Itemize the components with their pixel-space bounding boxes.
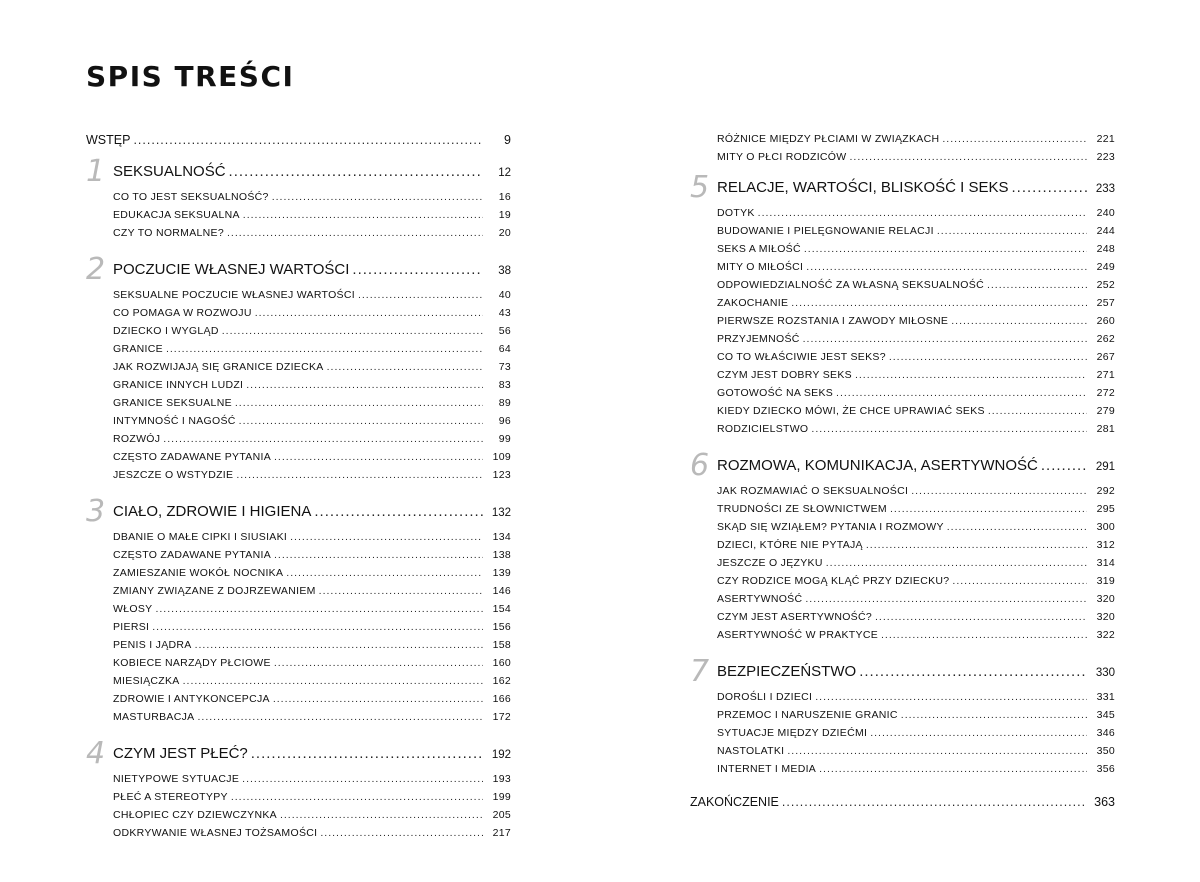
dot-leader bbox=[243, 209, 483, 221]
toc-entry[interactable] bbox=[86, 711, 511, 729]
entry-label: CZY RODZICE MOGĄ KLĄĆ PRZY DZIECKU? bbox=[717, 575, 950, 587]
entry-label: CZĘSTO ZADAWANE PYTANIA bbox=[113, 549, 272, 561]
toc-entry[interactable] bbox=[690, 151, 1115, 169]
toc-entry[interactable] bbox=[86, 325, 511, 343]
entry-label: SEKS A MIŁOŚĆ bbox=[717, 243, 801, 255]
chapter-number: 2 bbox=[86, 252, 106, 287]
toc-entry[interactable] bbox=[86, 451, 511, 469]
dot-leader bbox=[166, 343, 483, 355]
dot-leader bbox=[826, 557, 1087, 569]
dot-leader bbox=[881, 629, 1087, 641]
dot-leader bbox=[859, 663, 1087, 680]
page-number: 199 bbox=[492, 791, 511, 803]
toc-entry[interactable] bbox=[86, 603, 511, 621]
entry-label: DOTYK bbox=[717, 207, 755, 219]
entry-label: JESZCZE O WSTYDZIE bbox=[113, 469, 234, 481]
entry-label: CO TO JEST SEKSUALNOŚĆ? bbox=[113, 191, 269, 203]
toc-entry[interactable] bbox=[86, 227, 511, 245]
page-number: 166 bbox=[492, 693, 511, 705]
toc-entry[interactable] bbox=[86, 567, 511, 585]
dot-leader bbox=[358, 289, 483, 301]
page-number: 205 bbox=[492, 809, 511, 821]
entry-label: ASERTYWNOŚĆ W PRAKTYCE bbox=[717, 629, 879, 641]
page-number: 272 bbox=[1096, 387, 1115, 399]
dot-leader bbox=[988, 405, 1087, 417]
toc-entry[interactable] bbox=[690, 297, 1115, 315]
dot-leader bbox=[815, 691, 1087, 703]
dot-leader bbox=[803, 333, 1087, 345]
toc-entry[interactable] bbox=[690, 763, 1115, 781]
toc-entry[interactable] bbox=[690, 539, 1115, 557]
page-number: 172 bbox=[492, 711, 511, 723]
toc-entry[interactable] bbox=[86, 433, 511, 451]
dot-leader bbox=[231, 791, 483, 803]
dot-leader bbox=[280, 809, 483, 821]
entry-label: CZĘSTO ZADAWANE PYTANIA bbox=[113, 451, 272, 463]
page-number: 244 bbox=[1096, 225, 1115, 237]
toc-entry[interactable] bbox=[690, 279, 1115, 297]
dot-leader bbox=[952, 575, 1087, 587]
entry-label: DZIECI, KTÓRE NIE PYTAJĄ bbox=[717, 539, 863, 551]
dot-leader bbox=[246, 379, 483, 391]
toc-outro[interactable] bbox=[690, 795, 1115, 815]
toc-entry[interactable] bbox=[86, 379, 511, 397]
page-number: 20 bbox=[498, 227, 511, 239]
chapter-number: 7 bbox=[690, 654, 710, 689]
toc-entry[interactable] bbox=[86, 289, 511, 307]
page-number: 292 bbox=[1096, 485, 1115, 497]
page-number: 40 bbox=[498, 289, 511, 301]
dot-leader bbox=[911, 485, 1087, 497]
chapter-number: 4 bbox=[86, 736, 106, 771]
toc-entry[interactable] bbox=[86, 827, 511, 845]
entry-label: MIESIĄCZKA bbox=[113, 675, 180, 687]
toc-entry[interactable] bbox=[86, 531, 511, 549]
toc-entry[interactable] bbox=[86, 675, 511, 693]
dot-leader bbox=[274, 549, 483, 561]
dot-leader bbox=[227, 227, 483, 239]
entry-label: CZY TO NORMALNE? bbox=[113, 227, 224, 239]
page-number: 154 bbox=[492, 603, 511, 615]
entry-label: CO POMAGA W ROZWOJU bbox=[113, 307, 252, 319]
toc-entry[interactable] bbox=[86, 415, 511, 433]
dot-leader bbox=[155, 603, 483, 615]
toc-intro[interactable] bbox=[86, 133, 511, 153]
page-number: 233 bbox=[1095, 183, 1115, 195]
page-number: 330 bbox=[1095, 667, 1115, 679]
page-number: 346 bbox=[1096, 727, 1115, 739]
dot-leader bbox=[901, 709, 1087, 721]
entry-label: JAK ROZMAWIAĆ O SEKSUALNOŚCI bbox=[717, 485, 909, 497]
entry-label: DZIECKO I WYGLĄD bbox=[113, 325, 219, 337]
toc-entry[interactable] bbox=[86, 307, 511, 325]
page-number: 350 bbox=[1096, 745, 1115, 757]
entry-label: ASERTYWNOŚĆ bbox=[717, 593, 803, 605]
entry-label: DOROŚLI I DZIECI bbox=[717, 691, 813, 703]
page-number: 83 bbox=[498, 379, 511, 391]
toc-entry[interactable] bbox=[86, 191, 511, 209]
dot-leader bbox=[1011, 179, 1087, 196]
entry-label: CHŁOPIEC CZY DZIEWCZYNKA bbox=[113, 809, 277, 821]
toc-entry[interactable] bbox=[690, 387, 1115, 405]
toc-entry[interactable] bbox=[86, 361, 511, 379]
entry-label: POCZUCIE WŁASNEJ WARTOŚCI bbox=[113, 261, 350, 278]
page-number: 248 bbox=[1096, 243, 1115, 255]
toc-entry[interactable] bbox=[690, 333, 1115, 351]
toc-entry[interactable] bbox=[86, 657, 511, 675]
toc-entry[interactable] bbox=[86, 809, 511, 827]
dot-leader bbox=[782, 795, 1087, 809]
toc-entry[interactable] bbox=[86, 693, 511, 711]
entry-label: ROZWÓJ bbox=[113, 433, 161, 445]
toc-entry[interactable] bbox=[86, 773, 511, 791]
entry-label: PIERSI bbox=[113, 621, 150, 633]
page-number: 223 bbox=[1096, 151, 1115, 163]
dot-leader bbox=[836, 387, 1087, 399]
entry-label: CZYM JEST ASERTYWNOŚĆ? bbox=[717, 611, 872, 623]
page-number: 300 bbox=[1096, 521, 1115, 533]
dot-leader bbox=[870, 727, 1087, 739]
entry-label: NIETYPOWE SYTUACJE bbox=[113, 773, 240, 785]
page-number: 158 bbox=[492, 639, 511, 651]
page-title: SPIS TREŚCI bbox=[86, 60, 295, 93]
chapter-heading[interactable] bbox=[86, 154, 511, 189]
page-number: 16 bbox=[498, 191, 511, 203]
dot-leader bbox=[236, 469, 483, 481]
toc-entry[interactable] bbox=[690, 207, 1115, 225]
entry-label: MITY O MIŁOŚCI bbox=[717, 261, 804, 273]
entry-label: SYTUACJE MIĘDZY DZIEĆMI bbox=[717, 727, 868, 739]
dot-leader bbox=[806, 261, 1087, 273]
entry-label: INTERNET I MEDIA bbox=[717, 763, 817, 775]
page-number: 99 bbox=[498, 433, 511, 445]
entry-label: RÓŻNICE MIĘDZY PŁCIAMI W ZWIĄZKACH bbox=[717, 133, 940, 145]
page-number: 279 bbox=[1096, 405, 1115, 417]
toc-entry[interactable] bbox=[690, 225, 1115, 243]
dot-leader bbox=[152, 621, 483, 633]
toc-entry[interactable] bbox=[690, 709, 1115, 727]
page-number: 12 bbox=[498, 167, 511, 179]
entry-label: BUDOWANIE I PIELĘGNOWANIE RELACJI bbox=[717, 225, 934, 237]
page-number: 322 bbox=[1096, 629, 1115, 641]
dot-leader bbox=[273, 693, 483, 705]
toc-entry[interactable] bbox=[86, 585, 511, 603]
dot-leader bbox=[987, 279, 1087, 291]
chapter-number: 1 bbox=[86, 154, 106, 189]
toc-entry[interactable] bbox=[86, 209, 511, 227]
dot-leader bbox=[274, 657, 483, 669]
toc-entry[interactable] bbox=[690, 727, 1115, 745]
dot-leader bbox=[942, 133, 1087, 145]
dot-leader bbox=[811, 423, 1087, 435]
dot-leader bbox=[787, 745, 1087, 757]
page-number: 291 bbox=[1095, 461, 1115, 473]
toc-entry[interactable] bbox=[86, 639, 511, 657]
entry-label: PIERWSZE ROZSTANIA I ZAWODY MIŁOSNE bbox=[717, 315, 949, 327]
page-number: 109 bbox=[492, 451, 511, 463]
entry-label: CO TO WŁAŚCIWIE JEST SEKS? bbox=[717, 351, 886, 363]
dot-leader bbox=[320, 827, 483, 839]
dot-leader bbox=[889, 351, 1087, 363]
page-number: 267 bbox=[1096, 351, 1115, 363]
page-number: 123 bbox=[492, 469, 511, 481]
dot-leader bbox=[242, 773, 483, 785]
entry-label: ROZMOWA, KOMUNIKACJA, ASERTYWNOŚĆ bbox=[717, 457, 1038, 474]
entry-label: ZDROWIE I ANTYKONCEPCJA bbox=[113, 693, 270, 705]
page-number: 19 bbox=[498, 209, 511, 221]
page-number: 319 bbox=[1096, 575, 1115, 587]
chapter-heading[interactable] bbox=[690, 654, 1115, 689]
entry-label: BEZPIECZEŃSTWO bbox=[717, 663, 857, 680]
page-number: 356 bbox=[1096, 763, 1115, 775]
page-number: 217 bbox=[492, 827, 511, 839]
page-number: 249 bbox=[1096, 261, 1115, 273]
dot-leader bbox=[239, 415, 483, 427]
dot-leader bbox=[937, 225, 1087, 237]
entry-label: KOBIECE NARZĄDY PŁCIOWE bbox=[113, 657, 271, 669]
dot-leader bbox=[327, 361, 483, 373]
chapter-number: 3 bbox=[86, 494, 106, 529]
page-number: 271 bbox=[1096, 369, 1115, 381]
entry-label: RODZICIELSTWO bbox=[717, 423, 809, 435]
toc-entry[interactable] bbox=[86, 791, 511, 809]
toc-entry[interactable] bbox=[690, 503, 1115, 521]
page-number: 262 bbox=[1096, 333, 1115, 345]
entry-label: SEKSUALNE POCZUCIE WŁASNEJ WARTOŚCI bbox=[113, 289, 355, 301]
dot-leader bbox=[195, 639, 483, 651]
entry-label: MITY O PŁCI RODZICÓW bbox=[717, 151, 847, 163]
toc-entry[interactable] bbox=[690, 133, 1115, 151]
toc-entry[interactable] bbox=[690, 691, 1115, 709]
page-number: 320 bbox=[1096, 593, 1115, 605]
toc-entry[interactable] bbox=[690, 611, 1115, 629]
dot-leader bbox=[819, 763, 1087, 775]
page-number: 56 bbox=[498, 325, 511, 337]
page-number: 89 bbox=[498, 397, 511, 409]
dot-leader bbox=[1041, 457, 1087, 474]
entry-label: EDUKACJA SEKSUALNA bbox=[113, 209, 240, 221]
page-number: 193 bbox=[492, 773, 511, 785]
entry-label: ZAKOCHANIE bbox=[717, 297, 789, 309]
chapter-heading[interactable] bbox=[690, 170, 1115, 205]
toc-entry[interactable] bbox=[690, 745, 1115, 763]
page-number: 132 bbox=[491, 507, 511, 519]
entry-label: CZYM JEST PŁEĆ? bbox=[113, 745, 248, 762]
toc-entry[interactable] bbox=[690, 593, 1115, 611]
toc-entry[interactable] bbox=[86, 621, 511, 639]
dot-leader bbox=[163, 433, 483, 445]
dot-leader bbox=[183, 675, 483, 687]
entry-label: DBANIE O MAŁE CIPKI I SIUSIAKI bbox=[113, 531, 288, 543]
chapter-number: 5 bbox=[690, 170, 710, 205]
entry-label: GRANICE SEKSUALNE bbox=[113, 397, 232, 409]
page-number: 160 bbox=[492, 657, 511, 669]
dot-leader bbox=[255, 307, 483, 319]
toc-column-right bbox=[690, 133, 1115, 815]
entry-label: KIEDY DZIECKO MÓWI, ŻE CHCE UPRAWIAĆ SEKS bbox=[717, 405, 985, 417]
page-number: 314 bbox=[1096, 557, 1115, 569]
toc-entry[interactable] bbox=[86, 469, 511, 487]
dot-leader bbox=[352, 261, 483, 278]
dot-leader bbox=[251, 745, 483, 762]
entry-label: PRZEMOC I NARUSZENIE GRANIC bbox=[717, 709, 898, 721]
page-number: 43 bbox=[498, 307, 511, 319]
entry-label: ZAKOŃCZENIE bbox=[690, 795, 779, 809]
toc-entry[interactable] bbox=[690, 405, 1115, 423]
dot-leader bbox=[222, 325, 483, 337]
dot-leader bbox=[758, 207, 1087, 219]
entry-label: SEKSUALNOŚĆ bbox=[113, 163, 226, 180]
entry-label: JESZCZE O JĘZYKU bbox=[717, 557, 823, 569]
chapter-number: 6 bbox=[690, 448, 710, 483]
page-number: 240 bbox=[1096, 207, 1115, 219]
page-number: 73 bbox=[498, 361, 511, 373]
entry-label: SKĄD SIĘ WZIĄŁEM? PYTANIA I ROZMOWY bbox=[717, 521, 944, 533]
entry-label: PRZYJEMNOŚĆ bbox=[717, 333, 800, 345]
toc-entry[interactable] bbox=[690, 423, 1115, 441]
entry-label: CZYM JEST DOBRY SEKS bbox=[717, 369, 852, 381]
dot-leader bbox=[947, 521, 1087, 533]
entry-label: GRANICE INNYCH LUDZI bbox=[113, 379, 244, 391]
page-number: 96 bbox=[498, 415, 511, 427]
dot-leader bbox=[791, 297, 1087, 309]
page-number: 139 bbox=[492, 567, 511, 579]
page-number: 281 bbox=[1096, 423, 1115, 435]
toc-entry[interactable] bbox=[690, 351, 1115, 369]
entry-label: RELACJE, WARTOŚCI, BLISKOŚĆ I SEKS bbox=[717, 179, 1009, 196]
chapter-heading[interactable] bbox=[86, 252, 511, 287]
page-number: 257 bbox=[1096, 297, 1115, 309]
toc-entry[interactable] bbox=[690, 557, 1115, 575]
page-number: 9 bbox=[504, 133, 511, 147]
dot-leader bbox=[314, 503, 483, 520]
entry-label: JAK ROZWIJAJĄ SIĘ GRANICE DZIECKA bbox=[113, 361, 324, 373]
dot-leader bbox=[875, 611, 1087, 623]
entry-label: PENIS I JĄDRA bbox=[113, 639, 192, 651]
entry-label: MASTURBACJA bbox=[113, 711, 195, 723]
dot-leader bbox=[855, 369, 1087, 381]
entry-label: PŁEĆ A STEREOTYPY bbox=[113, 791, 228, 803]
entry-label: CIAŁO, ZDROWIE I HIGIENA bbox=[113, 503, 312, 520]
toc-entry[interactable] bbox=[86, 549, 511, 567]
toc-entry[interactable] bbox=[690, 243, 1115, 261]
dot-leader bbox=[272, 191, 483, 203]
toc-entry[interactable] bbox=[86, 397, 511, 415]
entry-label: ODKRYWANIE WŁASNEJ TOŻSAMOŚCI bbox=[113, 827, 318, 839]
dot-leader bbox=[197, 711, 483, 723]
toc-entry[interactable] bbox=[690, 575, 1115, 593]
page-number: 260 bbox=[1096, 315, 1115, 327]
dot-leader bbox=[290, 531, 483, 543]
page-number: 38 bbox=[498, 265, 511, 277]
dot-leader bbox=[890, 503, 1087, 515]
chapter-heading[interactable] bbox=[690, 448, 1115, 483]
page-number: 363 bbox=[1094, 795, 1115, 809]
entry-label: WŁOSY bbox=[113, 603, 153, 615]
page-number: 345 bbox=[1096, 709, 1115, 721]
toc-entry[interactable] bbox=[690, 369, 1115, 387]
dot-leader bbox=[804, 243, 1087, 255]
dot-leader bbox=[286, 567, 483, 579]
entry-label: GRANICE bbox=[113, 343, 163, 355]
page-number: 221 bbox=[1096, 133, 1115, 145]
chapter-heading[interactable] bbox=[86, 736, 511, 771]
toc-entry[interactable] bbox=[690, 485, 1115, 503]
page-number: 295 bbox=[1096, 503, 1115, 515]
page-number: 312 bbox=[1096, 539, 1115, 551]
page-number: 134 bbox=[492, 531, 511, 543]
toc-entry[interactable] bbox=[690, 261, 1115, 279]
toc-entry[interactable] bbox=[690, 629, 1115, 647]
dot-leader bbox=[866, 539, 1087, 551]
entry-label: NASTOLATKI bbox=[717, 745, 785, 757]
page-number: 156 bbox=[492, 621, 511, 633]
dot-leader bbox=[849, 151, 1087, 163]
entry-label: ZAMIESZANIE WOKÓŁ NOCNIKA bbox=[113, 567, 284, 579]
page-number: 162 bbox=[492, 675, 511, 687]
dot-leader bbox=[235, 397, 483, 409]
chapter-heading[interactable] bbox=[86, 494, 511, 529]
entry-label: ODPOWIEDZIALNOŚĆ ZA WŁASNĄ SEKSUALNOŚĆ bbox=[717, 279, 984, 291]
page-number: 320 bbox=[1096, 611, 1115, 623]
dot-leader bbox=[951, 315, 1087, 327]
page-number: 252 bbox=[1096, 279, 1115, 291]
toc-entry[interactable] bbox=[690, 521, 1115, 539]
dot-leader bbox=[229, 163, 483, 180]
entry-label: WSTĘP bbox=[86, 133, 131, 147]
dot-leader bbox=[805, 593, 1087, 605]
page-number: 331 bbox=[1096, 691, 1115, 703]
toc-column-left bbox=[86, 133, 511, 851]
page-number: 192 bbox=[491, 749, 511, 761]
page-number: 64 bbox=[498, 343, 511, 355]
dot-leader bbox=[133, 133, 483, 147]
toc-entry[interactable] bbox=[690, 315, 1115, 333]
entry-label: GOTOWOŚĆ NA SEKS bbox=[717, 387, 834, 399]
toc-entry[interactable] bbox=[86, 343, 511, 361]
entry-label: INTYMNOŚĆ I NAGOŚĆ bbox=[113, 415, 236, 427]
entry-label: TRUDNOŚCI ZE SŁOWNICTWEM bbox=[717, 503, 887, 515]
page-number: 138 bbox=[492, 549, 511, 561]
dot-leader bbox=[319, 585, 483, 597]
page-number: 146 bbox=[492, 585, 511, 597]
entry-label: ZMIANY ZWIĄZANE Z DOJRZEWANIEM bbox=[113, 585, 316, 597]
dot-leader bbox=[274, 451, 483, 463]
